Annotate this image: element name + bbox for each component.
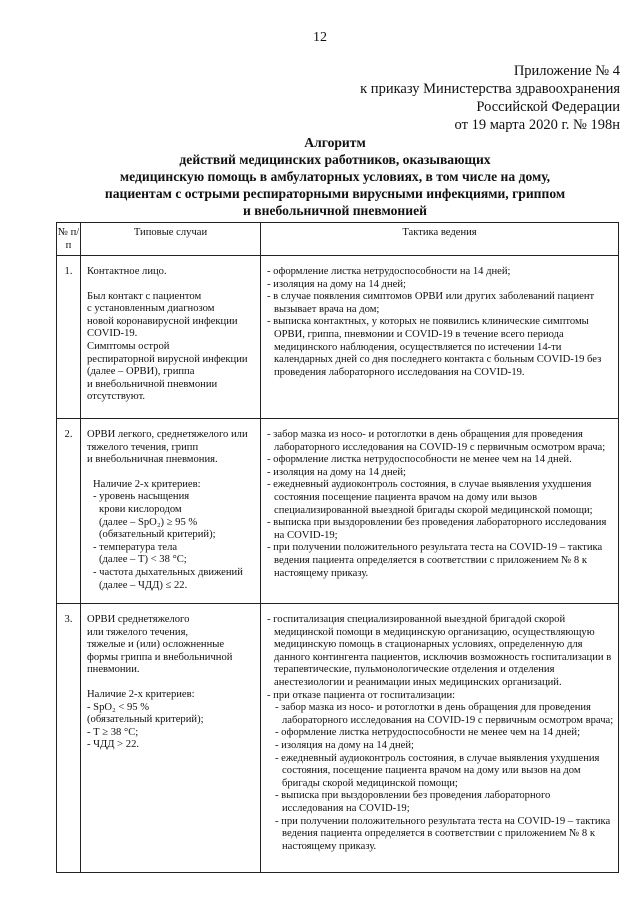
appendix-line: от 19 марта 2020 г. № 198н: [454, 117, 620, 133]
tactic-subitem: - забор мазка из носо- и ротоглотки в день обращения для проведения лабораторного исследования на COVID-19 с первичным осмотром врача;: [275, 702, 614, 726]
case-line: респираторной вирусной инфекции: [87, 353, 248, 365]
document-heading: [40, 134, 630, 219]
row-number: 3.: [57, 604, 81, 873]
criterion-line: - уровень насыщения: [93, 491, 190, 503]
criterion-line: - ЧДД > 22.: [87, 739, 140, 751]
case-line: отсутствуют.: [87, 391, 146, 403]
header-num: № п/п: [57, 223, 81, 256]
case-line: Симптомы острой: [87, 340, 170, 352]
tactic-item: - оформление листка нетрудоспособности не менее чем на 14 дней.: [267, 454, 572, 466]
tactic-item: - ежедневный аудиоконтроль состояния, в случае выявления ухудшения состояния посещение пациента врачом на дому или вызов специализированной выездной бригады скорой медицинской помощи;: [267, 479, 593, 516]
case-line: формы гриппа и внебольничной: [87, 651, 233, 663]
table-row: [57, 604, 619, 873]
case-line: Был контакт с пациентом: [87, 290, 202, 302]
criterion-line: - SpO₂ < 95 %: [87, 701, 150, 713]
heading-line: пациентам с острыми респираторными вирусными инфекциями, гриппом: [104, 186, 566, 201]
tactic-subitem: - выписка при выздоровлении без проведения лабораторного исследования на COVID-19;: [275, 790, 551, 814]
tactic-item: - госпитализация специализированной выездной бригадой скорой медицинской помощи в медицинскую организацию, осуществляющую медицинскую помощь в стационарных условиях, определенную для данного контингента пациентов, исключив возможность госпитализации в терапевтические, пульмонологические отделения и отделения анестезиологии и реанимации иных медицинских организаций.: [267, 614, 612, 688]
case-line: ОРВИ среднетяжелого: [87, 614, 190, 625]
criterion-line: (далее – Т) < 38 °С;: [99, 554, 187, 566]
tactic-item: - при получении положительного результата теста на COVID-19 – тактика ведения пациента определяется в соответствии с приложением № 8 к настоящему приказу.: [267, 542, 603, 579]
criterion-line: (далее – SpO₂) ≥ 95 %: [99, 516, 198, 528]
criterion-line: - Т ≥ 38 °С;: [87, 726, 139, 738]
case-line: тяжелого течения, грипп: [87, 441, 199, 453]
case-line: с установленным диагнозом: [87, 303, 215, 315]
table-header-row: [57, 223, 619, 256]
tactic-item: - изоляция на дому на 14 дней;: [267, 278, 406, 290]
tactic-item: - выписка при выздоровлении без проведения лабораторного исследования на COVID-19;: [267, 517, 607, 541]
row-cases: [81, 256, 261, 419]
criterion-line: крови кислородом: [99, 503, 182, 515]
case-line: и внебольничная пневмония.: [87, 454, 218, 466]
row-cases: [81, 419, 261, 604]
row-cases: [81, 604, 261, 873]
heading-line: и внебольничной пневмонией: [243, 203, 427, 218]
case-line: ОРВИ легкого, среднетяжелого или: [87, 429, 248, 440]
case-line: пневмонии.: [87, 664, 140, 676]
tactic-subitem: - ежедневный аудиоконтроль состояния, в случае выявления ухудшения состояния, посещение пациента врачом на дому или вызов на дом бригады скорой медицинской помощи;: [275, 752, 600, 789]
tactic-subitem: - при получении положительного результата теста на COVID-19 – тактика ведения пациента определяется в соответствии с приложением № 8 к настоящему приказу.: [275, 815, 611, 852]
row-number: 1.: [57, 256, 81, 419]
criterion-line: - температура тела: [93, 541, 178, 553]
page-number: 12: [313, 30, 327, 45]
tactic-item: - в случае появления симптомов ОРВИ или других заболеваний пациент вызывает врача на дом;: [267, 291, 595, 315]
case-line: COVID-19.: [87, 328, 138, 340]
criteria-title: Наличие 2-х критериев:: [87, 688, 195, 700]
row-tactics: [261, 256, 619, 419]
row-tactics: [261, 604, 619, 873]
heading-line: Алгоритм: [304, 135, 366, 150]
heading-line: действий медицинских работников, оказывающих: [179, 152, 491, 167]
tactic-item: - забор мазка из носо- и ротоглотки в день обращения для проведения лабораторного исследования на COVID-19 с первичным осмотром врача;: [267, 429, 606, 453]
table-row: [57, 256, 619, 419]
case-line: новой коронавирусной инфекции: [87, 315, 238, 327]
table-row: [57, 419, 619, 604]
case-line: и внебольничной пневмонии: [87, 378, 218, 390]
case-line: или тяжелого течения,: [87, 626, 189, 638]
appendix-line: к приказу Министерства здравоохранения: [360, 81, 620, 97]
case-line: тяжелые и (или) осложненные: [87, 639, 225, 651]
algorithm-table: [56, 222, 619, 873]
row-number: 2.: [57, 419, 81, 604]
header-cases: Типовые случаи: [81, 223, 261, 256]
header-tactics: Тактика ведения: [261, 223, 619, 256]
criterion-line: - частота дыхательных движений: [93, 566, 243, 578]
tactic-subitem: - изоляция на дому на 14 дней;: [275, 739, 414, 751]
tactic-subitem: - оформление листка нетрудоспособности не менее чем на 14 дней;: [275, 727, 581, 739]
case-line: Контактное лицо.: [87, 266, 167, 277]
heading-line: медицинскую помощь в амбулаторных условиях, в том числе на дому,: [119, 169, 551, 184]
criterion-line: (обязательный критерий);: [99, 529, 216, 541]
criterion-line: (далее – ЧДД) ≤ 22.: [99, 579, 188, 591]
criteria-title: Наличие 2-х критериев:: [93, 478, 201, 490]
tactic-item: - выписка контактных, у которых не появились клинические симптомы ОРВИ, гриппа, пневмонии и COVID-19 в течение всего периода медицинского наблюдения, осуществляется по истечении 14-ти календарных дней со дня последнего контакта с больным COVID-19 без проведения лабораторного исследования на COVID-19.: [267, 316, 602, 378]
appendix-line: Приложение № 4: [513, 63, 620, 79]
tactic-item: - изоляция на дому на 14 дней;: [267, 466, 406, 478]
row-tactics: [261, 419, 619, 604]
criterion-line: (обязательный критерий);: [87, 714, 204, 726]
refusal-title: - при отказе пациента от госпитализации:: [267, 689, 456, 701]
appendix-line: Российской Федерации: [476, 99, 620, 115]
appendix-block: [320, 62, 620, 134]
case-line: (далее – ОРВИ), гриппа: [87, 366, 195, 378]
tactic-item: - оформление листка нетрудоспособности на 14 дней;: [267, 266, 511, 277]
